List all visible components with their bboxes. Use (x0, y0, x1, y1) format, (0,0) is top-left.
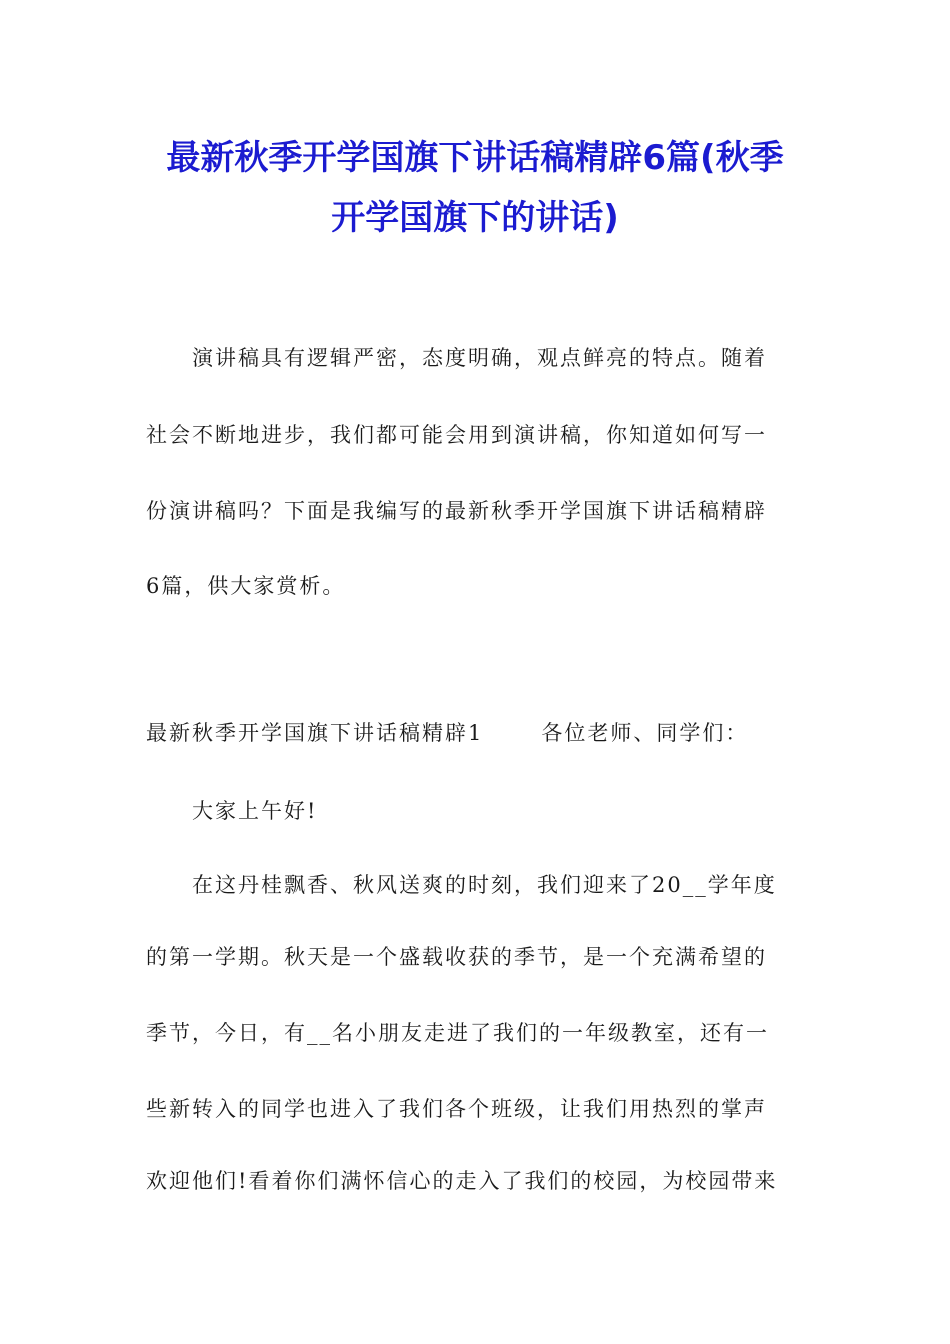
body-line: 季节，今日，有__名小朋友走进了我们的一年级教室，还有一 (146, 1021, 769, 1045)
intro-line: 6篇，供大家赏析。 (146, 574, 346, 598)
intro-line: 社会不断地进步，我们都可能会用到演讲稿，你知道如何写一 (146, 423, 767, 447)
greeting: 大家上午好! (192, 799, 318, 823)
salutation: 各位老师、同学们： (541, 721, 749, 745)
intro-line: 份演讲稿吗？下面是我编写的最新秋季开学国旗下讲话稿精辟 (146, 499, 767, 523)
intro-line: 演讲稿具有逻辑严密，态度明确，观点鲜亮的特点。随着 (192, 346, 767, 370)
body-line: 欢迎他们!看着你们满怀信心的走入了我们的校园，为校园带来 (146, 1169, 778, 1193)
title-line: 最新秋季开学国旗下讲话稿精辟6篇(秋季 (166, 138, 784, 178)
section-heading: 最新秋季开学国旗下讲话稿精辟1 (146, 721, 484, 745)
section-heading-row (146, 718, 806, 748)
body-line: 些新转入的同学也进入了我们各个班级，让我们用热烈的掌声 (146, 1097, 767, 1121)
title-line: 开学国旗下的讲话) (331, 198, 619, 238)
document-title (120, 128, 830, 248)
body-line: 的第一学期。秋天是一个盛载收获的季节，是一个充满希望的 (146, 945, 767, 969)
body-line: 在这丹桂飘香、秋风送爽的时刻，我们迎来了20__学年度 (192, 873, 777, 897)
